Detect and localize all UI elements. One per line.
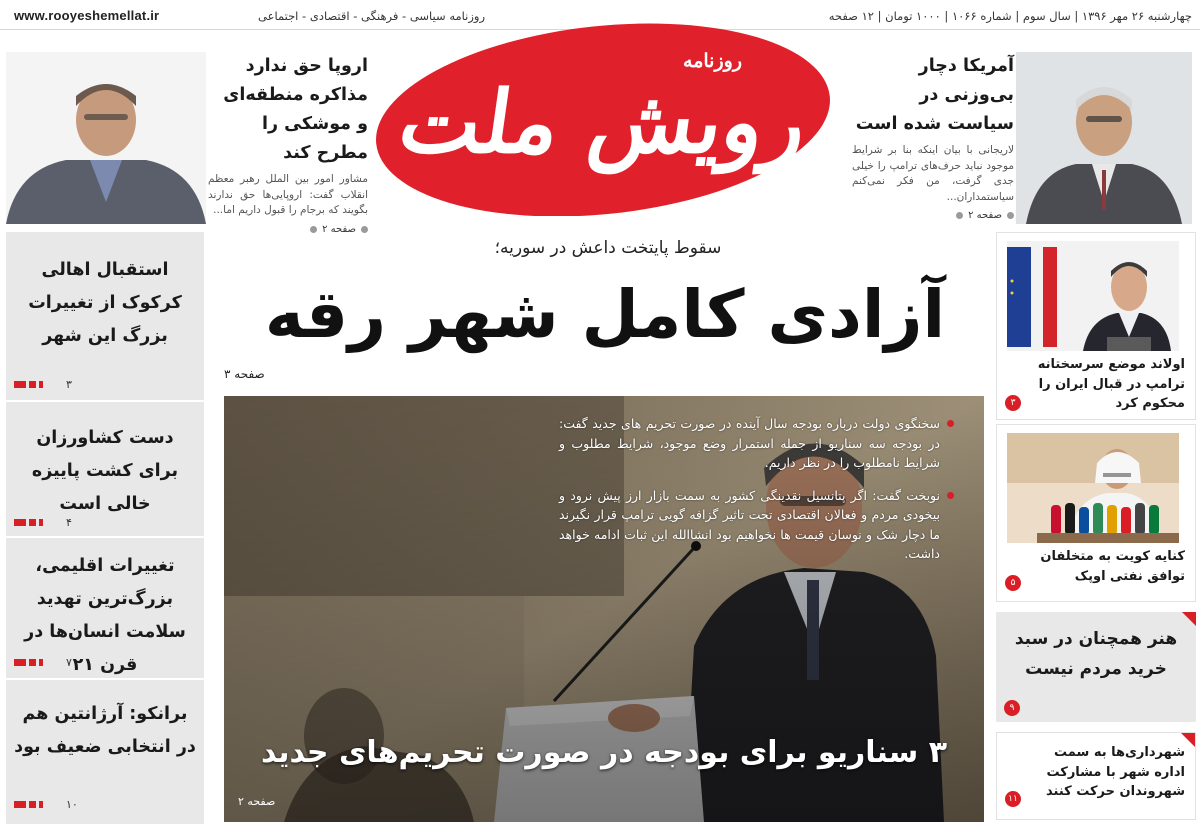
teaser-left[interactable]	[208, 52, 368, 235]
website-link[interactable]: www.rooyeshemellat.ir	[14, 8, 160, 23]
main-photo-story[interactable]	[224, 396, 984, 822]
photo-story-page: صفحه ۲	[238, 795, 276, 808]
left-item[interactable]	[6, 254, 204, 353]
page-label: صفحه ۲	[322, 223, 356, 235]
red-bar-icon	[29, 659, 36, 666]
bullet-icon	[361, 226, 368, 233]
red-bar-icon	[39, 519, 43, 526]
photo-story-headline[interactable]: ۳ سناریو برای بودجه در صورت تحریم‌های جدید	[260, 735, 948, 770]
photo-story-paragraph-1: سخنگوی دولت درباره بودجه سال آینده در صورت تحریم های جدید گفت: در بودجه سه سناریو از جمله استمرار وضع موجود، شرایط مطلوب و شرایط نامطلوب را در نظر داریم.	[559, 414, 954, 473]
teaser-right[interactable]	[852, 52, 1014, 221]
teaser-right-photo	[1016, 52, 1192, 224]
red-bar-icon	[39, 801, 43, 808]
page-badge: ۹	[1004, 700, 1020, 716]
left-item[interactable]	[6, 698, 204, 764]
right-item-title[interactable]: شهرداری‌ها به سمت اداره شهر با مشارکت شهروندان حرکت کنند	[1046, 745, 1185, 799]
page-number: ۱۰	[66, 798, 78, 811]
page-number: ۷	[66, 656, 72, 669]
corner-icon	[1182, 612, 1196, 626]
teaser-left-photo	[6, 52, 206, 224]
red-bar-icon	[14, 801, 26, 808]
right-item[interactable]	[996, 424, 1196, 602]
right-item-photo	[1007, 241, 1179, 351]
right-item[interactable]	[996, 612, 1196, 722]
teaser-left-page	[208, 224, 368, 235]
teaser-right-title[interactable]: آمریکا دچار بی‌وزنی در سیاست شده است	[855, 56, 1014, 134]
red-bar-icon	[29, 801, 36, 808]
left-item-title[interactable]: تغییرات اقلیمی، بزرگ‌ترین تهدید سلامت انسان‌ها در قرن ۲۱	[24, 556, 186, 675]
page-number: ۳	[66, 378, 72, 391]
page-number: ۴	[66, 516, 72, 529]
left-item-title[interactable]: استقبال اهالی کرکوک از تغییرات بزرگ این شهر	[28, 260, 182, 346]
red-bar-icon	[39, 381, 43, 388]
right-item-title[interactable]: هنر همچنان در سبد خرید مردم نیست	[1014, 629, 1178, 679]
left-item-page	[14, 516, 72, 529]
masthead-logo	[372, 20, 834, 216]
main-headline[interactable]: آزادی کامل شهر رقه	[264, 276, 946, 353]
red-bar-icon	[29, 519, 36, 526]
teaser-right-desc: لاریجانی با بیان اینکه بنا بر شرایط موجود نباید حرف‌های ترامپ را خیلی جدی گرفت، من فکر نمی‌کنم سیاستمداران...	[852, 144, 1014, 203]
red-bar-icon	[14, 381, 26, 388]
tagline: روزنامه سیاسی - فرهنگی - اقتصادی - اجتماعی	[258, 9, 486, 23]
bullet-icon	[310, 226, 317, 233]
left-item-title[interactable]: دست کشاورزان برای کشت پاییزه خالی است	[31, 428, 179, 514]
divider	[6, 536, 204, 538]
right-item-title[interactable]: کنایه کویت به متخلفان توافق نفتی اوپک	[1040, 549, 1185, 584]
red-bar-icon	[29, 381, 36, 388]
bullet-icon	[1007, 212, 1014, 219]
left-column	[6, 232, 204, 824]
left-item-title[interactable]: برانکو: آرژانتین هم در انتخابی ضعیف بود	[14, 704, 196, 757]
main-headline-page: صفحه ۳	[224, 367, 265, 381]
left-item-page	[14, 798, 78, 811]
red-bar-icon	[14, 519, 26, 526]
logo-prefix: روزنامه	[683, 50, 742, 72]
page-label: صفحه ۲	[968, 210, 1002, 221]
divider	[6, 400, 204, 402]
left-item[interactable]	[6, 422, 204, 521]
issue-date: چهارشنبه ۲۶ مهر ۱۳۹۶ | سال سوم | شماره ۱۰۶۶ | ۱۰۰۰ تومان | ۱۲ صفحه	[828, 9, 1192, 23]
logo-name: رویش ملت	[393, 72, 813, 173]
teaser-left-title[interactable]: اروپا حق ندارد مذاکره منطقه‌ای و موشکی را مطرح کند	[223, 56, 368, 163]
photo-story-paragraph-2: نوبخت گفت: اگر پتانسیل نقدینگی کشور به سمت بازار ارز پیش نرود و بیخودی مردم و فعالان اقتصادی تحت تاثیر گزافه گویی ترامپ قرار نگیرند ما دچار شک و نوسان قیمت ها نخواهیم بود انشاالله این ثبات ادامه خواهد داشت.	[559, 486, 954, 564]
red-bar-icon	[14, 659, 26, 666]
page-badge: ۱۱	[1005, 791, 1021, 807]
right-item[interactable]	[996, 732, 1196, 820]
right-item-photo	[1007, 433, 1179, 543]
left-item-page	[14, 378, 72, 391]
page-badge: ۳	[1005, 395, 1021, 411]
red-bar-icon	[39, 659, 43, 666]
bullet-icon	[956, 212, 963, 219]
divider	[6, 678, 204, 680]
right-item[interactable]	[996, 232, 1196, 420]
main-kicker: سقوط پایتخت داعش در سوریه؛	[494, 238, 722, 258]
teaser-left-desc: مشاور امور بین الملل رهبر معظم انقلاب گفت: اروپایی‌ها حق ندارند بگویند که برجام را قبول داریم اما...	[208, 173, 368, 216]
teaser-right-page	[852, 210, 1014, 221]
left-item-page	[14, 656, 72, 669]
corner-icon	[1181, 733, 1195, 747]
right-item-title[interactable]: اولاند موضع سرسختانه ترامپ در قبال ایران را محکوم کرد	[1037, 357, 1185, 411]
page-badge: ۵	[1005, 575, 1021, 591]
photo-story-text	[559, 414, 954, 577]
